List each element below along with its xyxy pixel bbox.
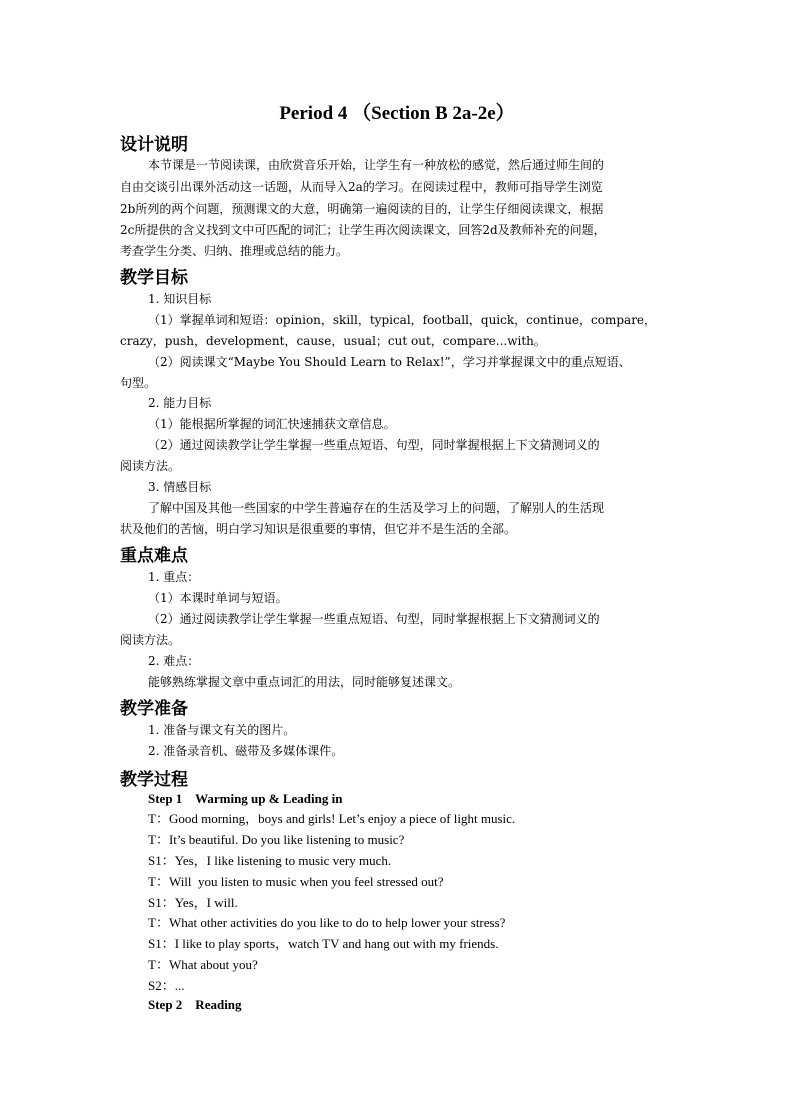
prep-item: 2. 准备录音机、磁带及多媒体课件。 xyxy=(148,744,344,758)
objective-line: （1）掌握单词和短语：opinion，skill，typical，football，quick，continue，compare， xyxy=(148,313,657,327)
objective-line: 阅读方法。 xyxy=(120,459,181,473)
objective-line: crazy，push，development，cause，usual；cut out，compare...with。 xyxy=(120,334,546,348)
paragraph-line: 考查学生分类、归纳、推理或总结的能力。 xyxy=(120,244,349,258)
objective-line: （2）阅读课文“Maybe You Should Learn to Relax!”，学习并掌握课文中的重点短语、 xyxy=(148,355,631,369)
objective-line: 了解中国及其他一些国家的中学生普遍存在的生活及学习上的问题，了解别人的生活现 xyxy=(148,501,605,515)
keypoint-title: 1. 重点： xyxy=(148,570,200,584)
paragraph-line: 2c所提供的含义找到文中可匹配的词汇；让学生再次阅读课文，回答2d及教师补充的问题， xyxy=(120,223,606,237)
section-heading-objectives: 教学目标 xyxy=(120,268,188,288)
dialogue-line: S1：Yes，I like listening to music very much. xyxy=(148,853,392,868)
section-heading-design: 设计说明 xyxy=(120,135,188,155)
dialogue-line: T：What about you? xyxy=(148,957,258,972)
dialogue-line: S2：... xyxy=(148,978,185,993)
dialogue-line: T：It’s beautiful. Do you like listening to music? xyxy=(148,832,405,847)
page-title: Period 4 （Section B 2a-2e） xyxy=(279,103,515,124)
objective-line: 句型。 xyxy=(120,376,157,390)
paragraph-line: 2b所列的两个问题，预测课文的大意，明确第一遍阅读的目的，让学生仔细阅读课文，根据 xyxy=(120,202,604,216)
keypoint-line: 阅读方法。 xyxy=(120,633,181,647)
section-heading-keypoints: 重点难点 xyxy=(120,546,188,566)
step-1-title: Step 1 Warming up & Leading in xyxy=(148,791,343,806)
keypoint-line: （2）通过阅读教学让学生掌握一些重点短语、句型，同时掌握根据上下文猜测词义的 xyxy=(148,612,600,626)
objective-line: （2）通过阅读教学让学生掌握一些重点短语、句型，同时掌握根据上下文猜测词义的 xyxy=(148,438,600,452)
prep-item: 1. 准备与课文有关的图片。 xyxy=(148,723,296,737)
dialogue-line: T：Will you listen to music when you feel stressed out? xyxy=(148,874,444,889)
dialogue-line: S1：Yes，I will. xyxy=(148,895,238,910)
ability-objective-title: 2. 能力目标 xyxy=(148,396,212,410)
objective-line: 状及他们的苦恼，明白学习知识是很重要的事情，但它并不是生活的全部。 xyxy=(120,522,517,536)
emotion-objective-title: 3. 情感目标 xyxy=(148,480,212,494)
step-2-title: Step 2 Reading xyxy=(148,997,242,1012)
dialogue-line: S1：I like to play sports，watch TV and hang out with my friends. xyxy=(148,936,499,951)
paragraph-line: 自由交谈引出课外活动这一话题，从而导入2a的学习。在阅读过程中，教师可指导学生浏览 xyxy=(120,180,603,194)
objective-line: （1）能根据所掌握的词汇快速捕获文章信息。 xyxy=(148,417,396,431)
paragraph-line: 本节课是一节阅读课，由欣赏音乐开始，让学生有一种放松的感觉，然后通过师生间的 xyxy=(148,158,605,172)
section-heading-prep: 教学准备 xyxy=(120,699,188,719)
keypoint-line: （1）本课时单词与短语。 xyxy=(148,591,288,605)
difficulty-title: 2. 难点： xyxy=(148,654,200,668)
dialogue-line: T：What other activities do you like to do to help lower your stress? xyxy=(148,915,506,930)
difficulty-line: 能够熟练掌握文章中重点词汇的用法，同时能够复述课文。 xyxy=(148,675,461,689)
dialogue-line: T：Good morning，boys and girls! Let’s enjoy a piece of light music. xyxy=(148,811,516,826)
section-heading-process: 教学过程 xyxy=(120,770,188,790)
knowledge-objective-title: 1. 知识目标 xyxy=(148,292,212,306)
